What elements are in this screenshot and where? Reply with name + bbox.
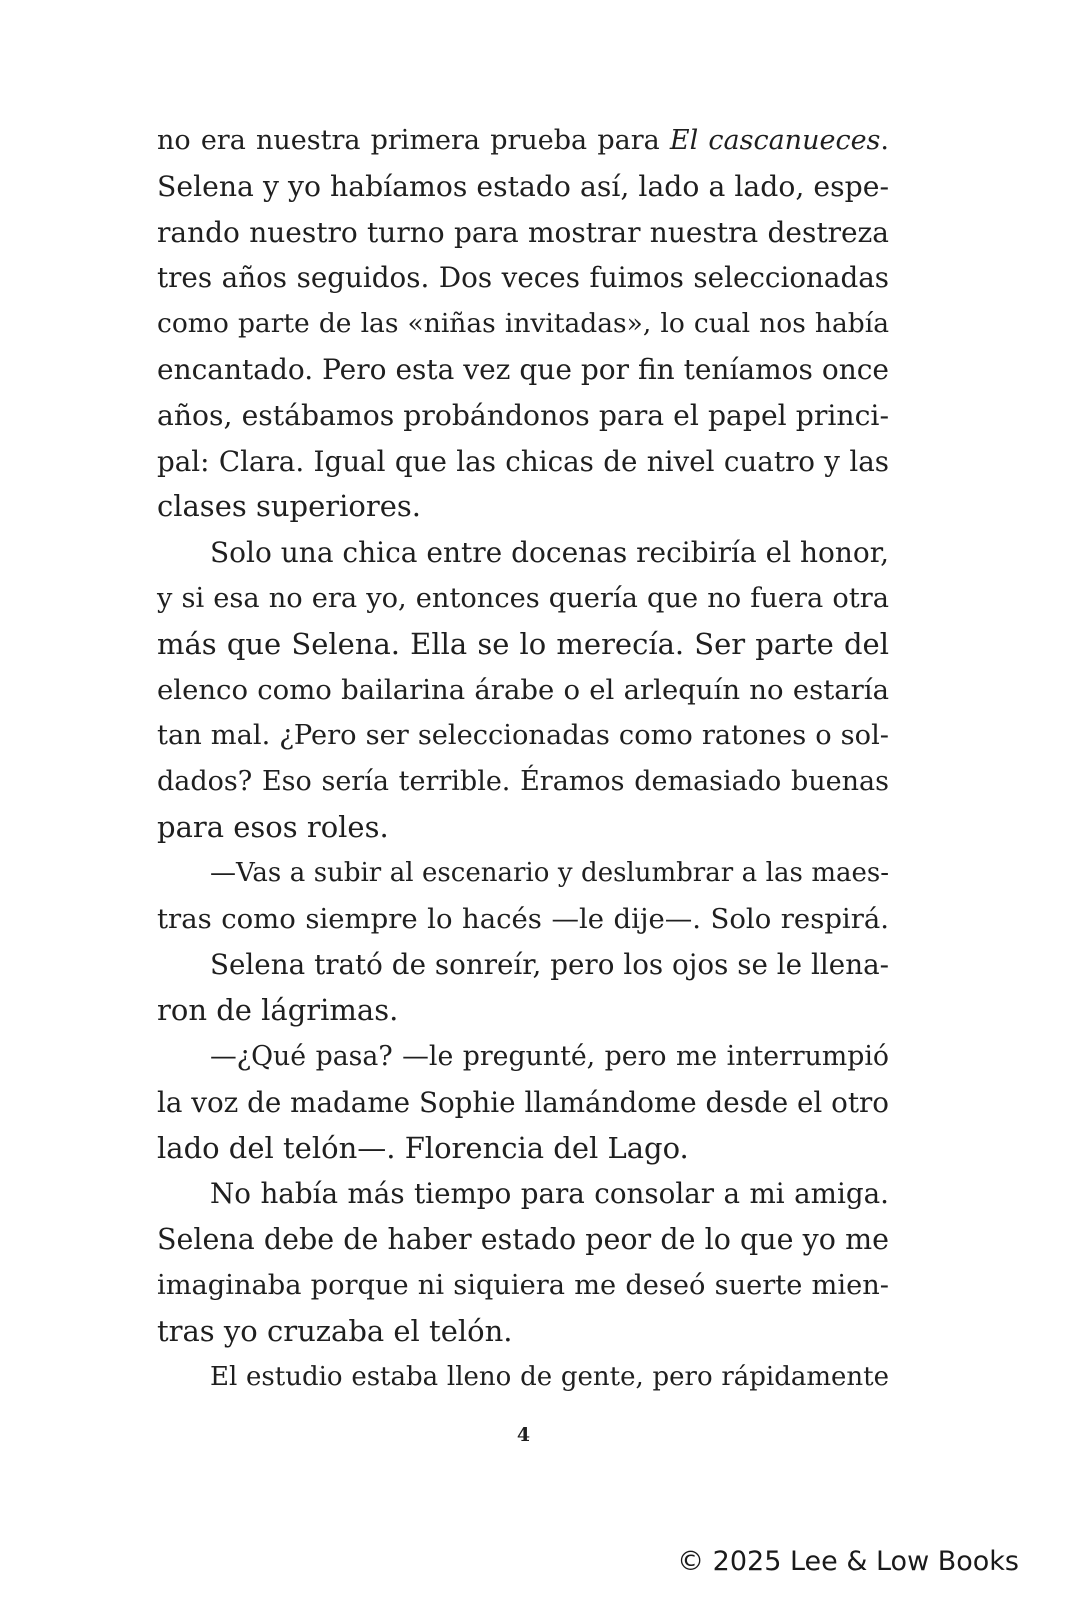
text-line: rando nuestro turno para mostrar nuestra destreza bbox=[157, 215, 889, 249]
text-line: lado del telón—. Florencia del Lago. bbox=[157, 1130, 689, 1165]
text-line: ron de lágrimas. bbox=[157, 993, 399, 1028]
text-line: como parte de las «niñas invitadas», lo cual nos había bbox=[157, 308, 889, 340]
copyright-notice: © 2025 Lee & Low Books bbox=[677, 1546, 1019, 1577]
text-line: Selena y yo habíamos estado así, lado a lado, espe- bbox=[157, 169, 889, 203]
text-line: tras yo cruzaba el telón. bbox=[157, 1313, 513, 1348]
text-line: no era nuestra primera prueba para El cascanueces. bbox=[157, 125, 889, 156]
body-text bbox=[157, 118, 889, 1400]
text-line: imaginaba porque ni siquiera me deseó suerte mien- bbox=[157, 1269, 889, 1301]
text-line: Solo una chica entre docenas recibiría el honor, bbox=[210, 536, 889, 570]
text-line: encantado. Pero esta vez que por fin teníamos once bbox=[157, 352, 889, 386]
text-line: pal: Clara. Igual que las chicas de nivel cuatro y las bbox=[157, 444, 889, 478]
text-line: para esos roles. bbox=[157, 809, 389, 844]
text-line: años, estábamos probándonos para el papel princi- bbox=[157, 398, 889, 432]
book-title-italic: El cascanueces bbox=[669, 125, 881, 156]
text-line: tres años seguidos. Dos veces fuimos seleccionadas bbox=[157, 261, 889, 295]
text-line: más que Selena. Ella se lo merecía. Ser parte del bbox=[157, 626, 889, 661]
page-number: 4 bbox=[516, 1424, 531, 1446]
text-line: elenco como bailarina árabe o el arlequín no estaría bbox=[157, 673, 889, 706]
text-line: —¿Qué pasa? —le pregunté, pero me interrumpió bbox=[210, 1040, 889, 1072]
text-line: dados? Eso sería terrible. Éramos demasiado buenas bbox=[157, 766, 889, 798]
text-line: y si esa no era yo, entonces quería que no fuera otra bbox=[157, 582, 889, 614]
text-line: tan mal. ¿Pero ser seleccionadas como ratones o sol- bbox=[157, 720, 889, 752]
text-line: tras como siempre lo hacés —le dije—. Solo respirá. bbox=[157, 902, 889, 935]
text-line: Selena debe de haber estado peor de lo que yo me bbox=[157, 1223, 889, 1257]
text-line: No había más tiempo para consolar a mi amiga. bbox=[210, 1177, 889, 1211]
text-line: la voz de madame Sophie llamándome desde el otro bbox=[157, 1085, 889, 1119]
text-line: Selena trató de sonreír, pero los ojos se le llena- bbox=[210, 948, 889, 982]
text-line: —Vas a subir al escenario y deslumbrar a las maes- bbox=[210, 857, 889, 888]
text-line: clases superiores. bbox=[157, 489, 421, 524]
text-line: El estudio estaba lleno de gente, pero rápidamente bbox=[210, 1361, 889, 1392]
